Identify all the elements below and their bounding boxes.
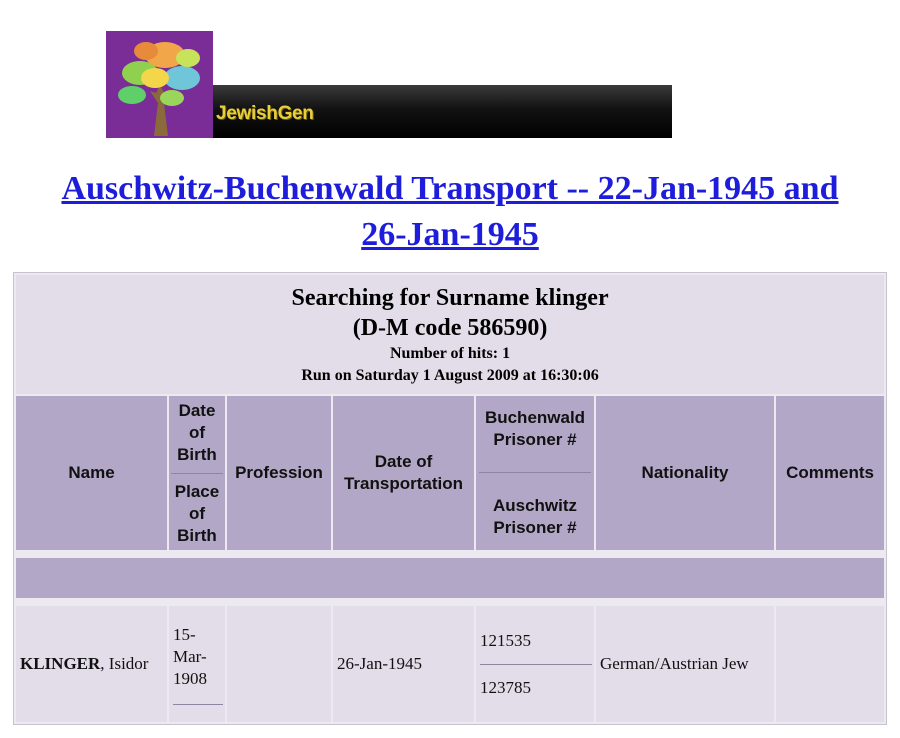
row-gap [16,552,884,556]
col-comments: Comments [776,396,884,550]
cell-date-of-birth: 15-Mar-1908 [173,624,207,688]
cell-surname: KLINGER [20,654,101,673]
search-dm-code: (D-M code 586590) [352,314,548,341]
divider [480,664,592,665]
table-row [16,606,884,722]
search-surname: Searching for Surname klinger [291,284,609,311]
col-place-of-birth: Place of Birth [174,481,220,545]
search-run-on: Run on Saturday 1 August 2009 at 16:30:06 [301,366,599,384]
search-summary [16,275,884,394]
jewishgen-logo[interactable] [106,31,672,138]
page-title-link[interactable]: Auschwitz-Buchenwald Transport -- 22-Jan-1945 and 26-Jan-1945 [61,170,839,253]
cell-date-of-transportation: 26-Jan-1945 [333,606,474,722]
cell-profession [227,606,331,722]
cell-comments [776,606,884,722]
cell-name [16,606,167,722]
divider [173,704,223,705]
cell-given-name: , Isidor [100,654,149,673]
col-nationality: Nationality [596,396,774,550]
col-profession: Profession [227,396,331,550]
logo-wordmark: JewishGen [216,103,314,124]
cell-nationality: German/Austrian Jew [596,606,774,722]
results-table [13,272,887,725]
col-prisoner-numbers [476,396,594,550]
search-hits: Number of hits: 1 [389,344,511,362]
divider [171,473,223,474]
col-name: Name [16,396,167,550]
divider [479,472,591,473]
col-auschwitz-prisoner: Auschwitz Prisoner # [492,496,578,538]
row-gap [16,600,884,604]
col-buchenwald-prisoner: Buchenwald Prisoner # [484,407,586,449]
group-separator-row [16,558,884,598]
cell-birth [169,606,225,722]
col-birth [169,396,225,550]
cell-buchenwald-prisoner: 121535 [480,630,531,650]
tree-icon [110,33,210,136]
col-date-of-transportation: Date of Transportation [333,396,474,550]
cell-auschwitz-prisoner: 123785 [480,677,531,697]
col-date-of-birth: Date of Birth [177,400,217,464]
cell-prisoner-numbers [476,606,594,722]
